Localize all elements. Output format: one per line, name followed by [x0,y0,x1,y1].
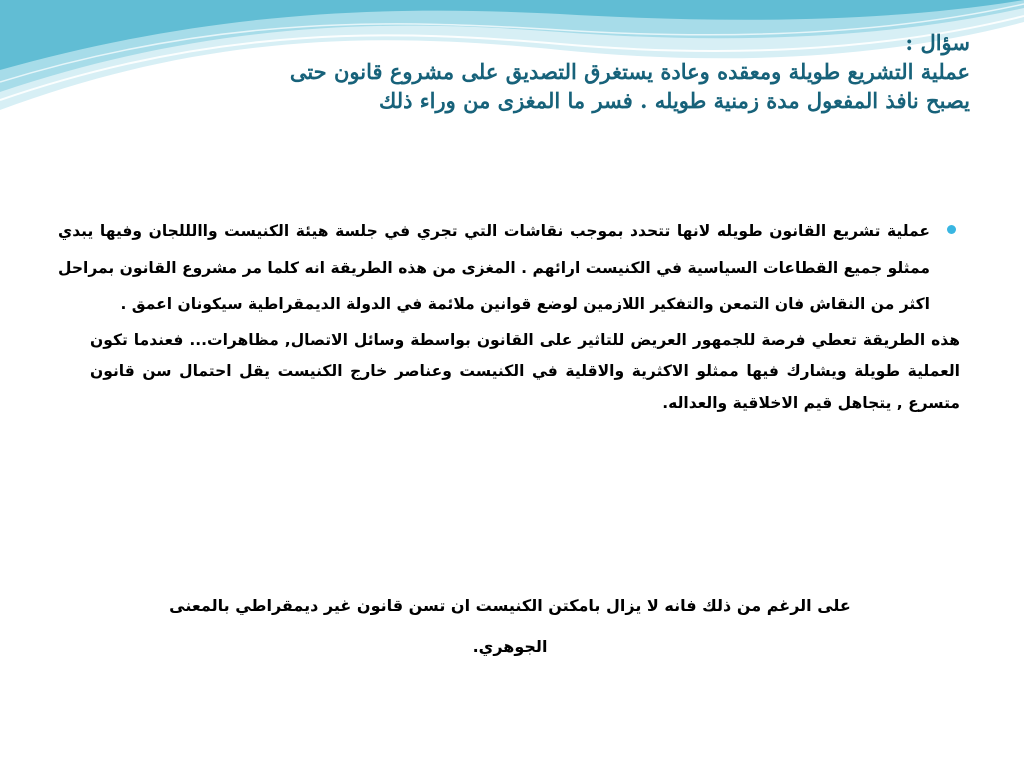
bullet-paragraph-text: عملية تشريع القانون طويله لانها تتحدد بموجب نقاشات التي تجري في جلسة هيئة الكنيست واالللجان وفيها يبدي ممثلو جميع القطاعات السياسية في الكنيست ارائهم . المغزى من هذه الطريقة انه كلما مر مشروع القانون بمراحل اكثر من النقاش فان التمعن والتفكير اللازمين لوضع قوانين ملائمة في الدولة الديمقراطية سيكونان اعمق . [58,222,930,313]
closing-statement [80,585,940,667]
bullet-item [58,213,964,323]
title-question-label: سؤال : [905,30,970,55]
closing-line-1: على الرغم من ذلك فانه لا يزال بامكتن الكنيست ان تسن قانون غير ديمقراطي بالمعنى [169,596,851,615]
second-paragraph: هذه الطريقة تعطي فرصة للجمهور العريض للتاثير على القانون بواسطة وسائل الاتصال, مظاهرات... فعندما تكون العملية طويلة ويشارك فيها ممثلو الاكثرية والاقلية في الكنيست وعناصر خارج الكنيست يقل احتمال سن قانون متسرع , يتجاهل قيم الاخلاقية والعداله. [90,330,960,412]
bullet-dot-icon [947,225,956,234]
closing-line-2: الجوهري. [472,637,548,656]
slide-body [58,213,964,419]
slide-title [60,28,970,115]
title-line-2: عملية التشريع طويلة ومعقده وعادة يستغرق التصديق على مشروع قانون حتى [289,59,970,84]
title-line-3: يصبح نافذ المفعول مدة زمنية طويله . فسر ما المغزى من وراء ذلك [379,88,970,113]
